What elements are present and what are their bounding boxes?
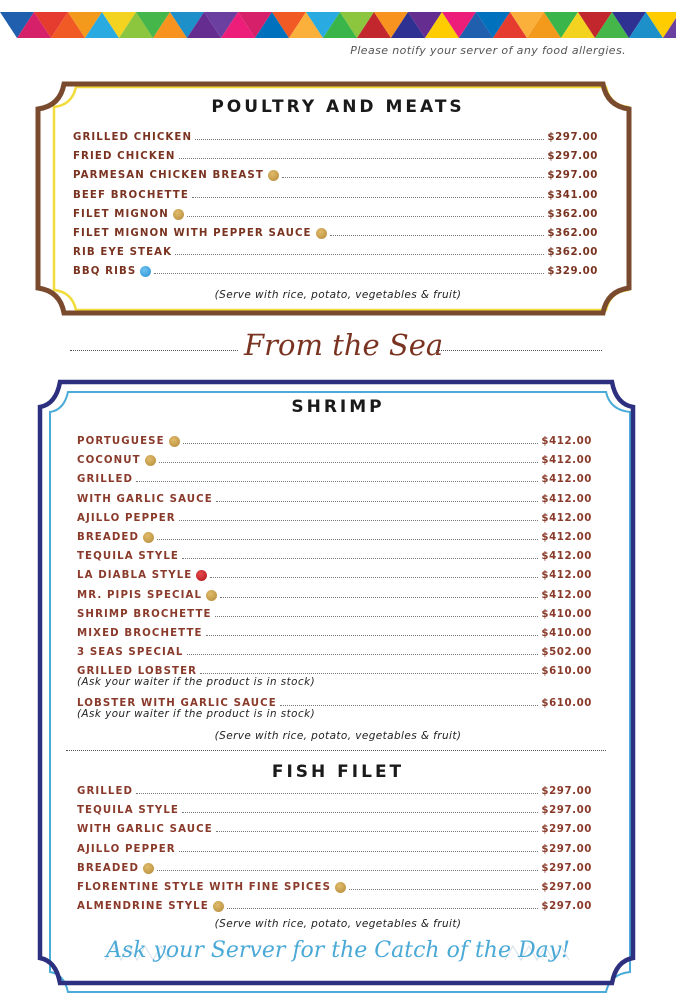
item-price: $297.00 <box>541 862 592 874</box>
shrimp-title: SHRIMP <box>291 397 385 417</box>
item-name: RIB EYE STEAK <box>73 247 173 259</box>
item-price: $362.00 <box>547 228 598 239</box>
item-name: FILET MIGNON <box>73 208 169 220</box>
item-price: $297.00 <box>541 824 592 836</box>
item-name: 3 SEAS SPECIAL <box>77 647 184 659</box>
item-price: $297.00 <box>547 132 598 143</box>
item-name: SHRIMP BROCHETTE <box>77 608 212 620</box>
item-name: GRILLED LOBSTER <box>77 666 198 678</box>
allergy-notice: Please notify your server of any food allergies. <box>350 44 626 57</box>
item-price: $297.00 <box>541 805 592 817</box>
item-price: $297.00 <box>541 882 592 893</box>
item-subnote: (Ask your waiter if the product is in stock) <box>77 676 316 689</box>
item-name: TEQUILA STYLE <box>77 805 179 817</box>
item-name: AJILLO PEPPER <box>77 512 176 524</box>
item-price: $341.00 <box>547 189 598 201</box>
item-name: BEEF BROCHETTE <box>73 189 189 201</box>
catch-of-the-day: Ask your Server for the Catch of the Day! <box>105 938 571 963</box>
item-subnote: (Ask your waiter if the product is in stock) <box>77 708 316 721</box>
item-name: FILET MIGNON WITH PEPPER SAUCE <box>73 228 312 239</box>
item-name: GRILLED <box>77 474 134 486</box>
sea-heading: From the Sea <box>244 328 444 362</box>
item-price: $502.00 <box>541 647 592 659</box>
item-price: $297.00 <box>547 151 598 163</box>
item-name: AJILLO PEPPER <box>77 843 176 855</box>
item-price: $412.00 <box>541 551 592 563</box>
item-price: $412.00 <box>541 512 592 524</box>
item-price: $412.00 <box>541 474 592 486</box>
item-name: PARMESAN CHICKEN BREAST <box>73 170 264 182</box>
poultry-title: POULTRY AND MEATS <box>211 97 465 117</box>
item-name: PORTUGUESE <box>77 436 165 447</box>
item-price: $412.00 <box>541 455 592 467</box>
item-price: $297.00 <box>541 786 592 797</box>
item-name: GRILLED CHICKEN <box>73 132 193 143</box>
shrimp-note: (Serve with rice, potato, vegetables & fruit) <box>214 730 462 742</box>
poultry-note: (Serve with rice, potato, vegetables & fruit) <box>214 289 462 301</box>
fish-title: FISH FILET <box>271 762 405 782</box>
fish-note: (Serve with rice, potato, vegetables & fruit) <box>214 918 462 930</box>
item-name: FRIED CHICKEN <box>73 151 176 163</box>
item-name: LOBSTER WITH GARLIC SAUCE <box>77 698 277 710</box>
item-price: $297.00 <box>547 170 598 182</box>
item-name: ALMENDRINE STYLE <box>77 901 209 913</box>
item-price: $362.00 <box>547 208 598 220</box>
item-name: MIXED BROCHETTE <box>77 628 203 639</box>
item-name: TEQUILA STYLE <box>77 551 179 563</box>
item-name: BREADED <box>77 862 140 874</box>
item-price: $410.00 <box>541 608 592 620</box>
item-name: WITH GARLIC SAUCE <box>77 493 213 505</box>
item-price: $329.00 <box>547 266 598 278</box>
item-price: $412.00 <box>541 532 592 543</box>
item-price: $412.00 <box>541 436 592 447</box>
item-price: $410.00 <box>541 628 592 639</box>
item-price: $297.00 <box>541 843 592 855</box>
item-price: $362.00 <box>547 247 598 259</box>
item-name: LA DIABLA STYLE <box>77 570 193 582</box>
item-price: $412.00 <box>541 589 592 601</box>
item-name: COCONUT <box>77 455 141 467</box>
item-price: $412.00 <box>541 493 592 505</box>
item-name: GRILLED <box>77 786 134 797</box>
item-price: $412.00 <box>541 570 592 582</box>
item-price: $610.00 <box>541 666 592 678</box>
item-name: BBQ RIBS <box>73 266 137 278</box>
item-name: FLORENTINE STYLE WITH FINE SPICES <box>77 882 332 893</box>
item-price: $297.00 <box>541 901 592 913</box>
item-price: $610.00 <box>541 698 592 710</box>
item-name: BREADED <box>77 532 140 543</box>
item-name: WITH GARLIC SAUCE <box>77 824 213 836</box>
item-name: MR. PIPIS SPECIAL <box>77 589 203 601</box>
